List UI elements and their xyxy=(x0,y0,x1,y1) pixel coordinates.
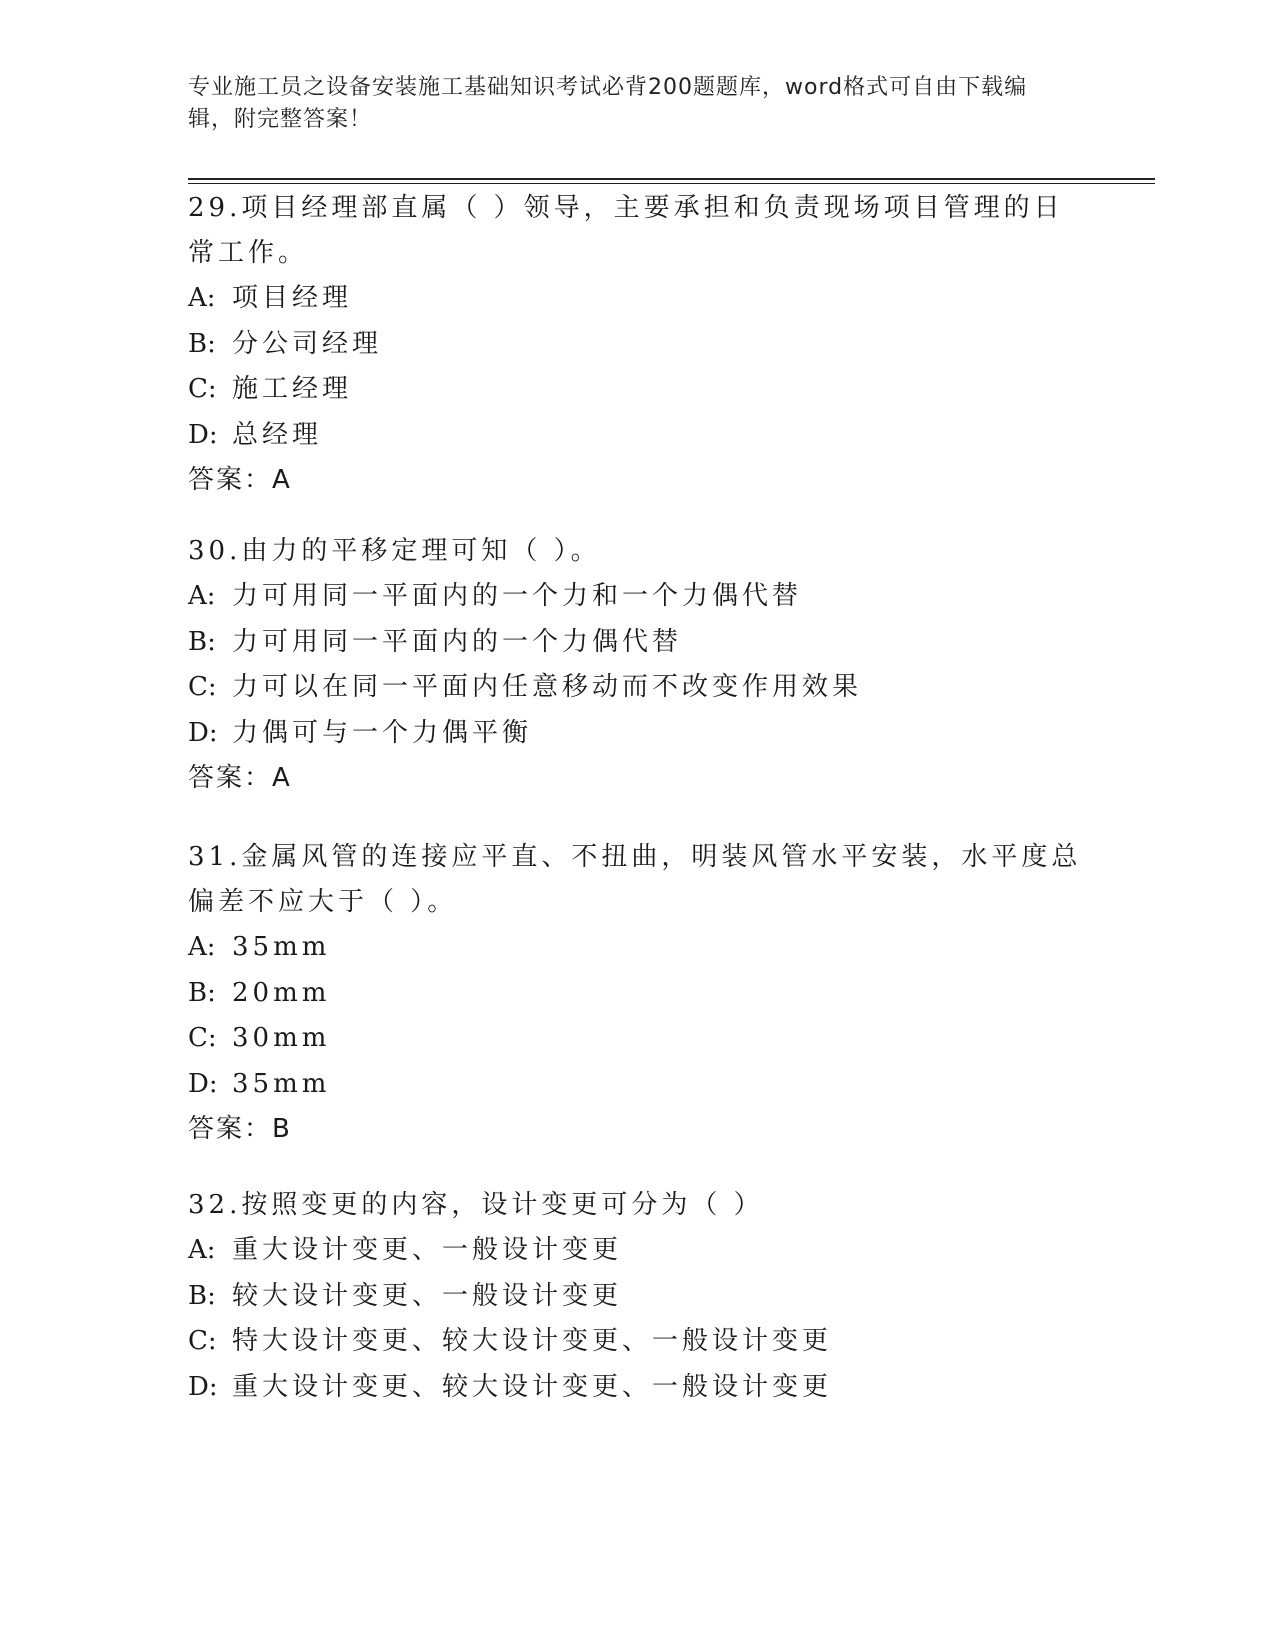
option-key: A: xyxy=(188,283,216,313)
option-key: A: xyxy=(188,581,216,611)
option-a xyxy=(188,574,1088,620)
option-key: C: xyxy=(188,672,217,702)
question-32 xyxy=(188,1183,1088,1410)
option-key: B: xyxy=(188,328,216,359)
option-d xyxy=(188,1365,1088,1411)
option-key: A: xyxy=(188,1235,216,1265)
option-b xyxy=(188,620,1088,666)
option-a xyxy=(188,276,1088,322)
question-stem: 31.金属风管的连接应平直、不扭曲，明装风管水平安装，水平度总偏差不应大于（ ）。 xyxy=(188,842,1082,917)
option-key: B: xyxy=(188,1280,216,1311)
option-text: 较大设计变更、一般设计变更 xyxy=(232,1280,623,1311)
option-text: 项目经理 xyxy=(232,283,353,313)
option-text: 力可以在同一平面内任意移动而不改变作用效果 xyxy=(232,672,863,702)
option-key: D: xyxy=(188,717,218,748)
option-d xyxy=(188,711,1088,757)
option-c xyxy=(188,367,1088,413)
option-text: 20mm xyxy=(232,977,331,1008)
option-text: 总经理 xyxy=(232,419,323,450)
option-key: C: xyxy=(188,1326,217,1356)
option-key: B: xyxy=(188,626,216,657)
option-text: 重大设计变更、较大设计变更、一般设计变更 xyxy=(232,1371,833,1402)
option-text: 重大设计变更、一般设计变更 xyxy=(232,1235,623,1265)
question-stem: 32.按照变更的内容，设计变更可分为（ ） xyxy=(188,1190,764,1220)
option-key: C: xyxy=(188,1023,217,1053)
question-stem: 30.由力的平移定理可知（ ）。 xyxy=(188,536,601,566)
option-c xyxy=(188,1319,1088,1365)
answer-label: 答案：A xyxy=(188,763,292,793)
option-text: 力可用同一平面内的一个力偶代替 xyxy=(232,626,683,657)
option-text: 35mm xyxy=(232,932,331,962)
option-a xyxy=(188,1228,1088,1274)
option-b xyxy=(188,1274,1088,1320)
option-key: D: xyxy=(188,419,218,450)
option-text: 分公司经理 xyxy=(232,328,383,359)
question-stem: 29.项目经理部直属（ ）领导，主要承担和负责现场项目管理的日常工作。 xyxy=(188,193,1064,268)
option-a xyxy=(188,925,1088,971)
option-text: 30mm xyxy=(232,1023,331,1053)
answer-label: 答案：A xyxy=(188,465,292,495)
option-key: C: xyxy=(188,374,217,404)
option-text: 施工经理 xyxy=(232,374,353,404)
answer-label: 答案：B xyxy=(188,1114,292,1144)
option-text: 特大设计变更、较大设计变更、一般设计变更 xyxy=(232,1326,833,1356)
option-text: 力可用同一平面内的一个力和一个力偶代替 xyxy=(232,581,803,611)
option-d xyxy=(188,413,1088,459)
header-divider xyxy=(188,178,1155,180)
header-divider-thin xyxy=(188,183,1155,184)
option-c xyxy=(188,1016,1088,1062)
option-b xyxy=(188,971,1088,1017)
option-key: D: xyxy=(188,1068,218,1099)
option-d xyxy=(188,1062,1088,1108)
option-text: 力偶可与一个力偶平衡 xyxy=(232,717,533,748)
document-header: 专业施工员之设备安装施工基础知识考试必背200题题库，word格式可自由下载编辑，附完整答案！ xyxy=(188,75,1028,132)
question-29 xyxy=(188,186,1088,503)
option-key: B: xyxy=(188,977,216,1008)
question-30 xyxy=(188,529,1088,801)
option-text: 35mm xyxy=(232,1068,331,1099)
option-c xyxy=(188,665,1088,711)
option-key: A: xyxy=(188,932,216,962)
option-key: D: xyxy=(188,1371,218,1402)
option-b xyxy=(188,322,1088,368)
question-31 xyxy=(188,835,1088,1152)
